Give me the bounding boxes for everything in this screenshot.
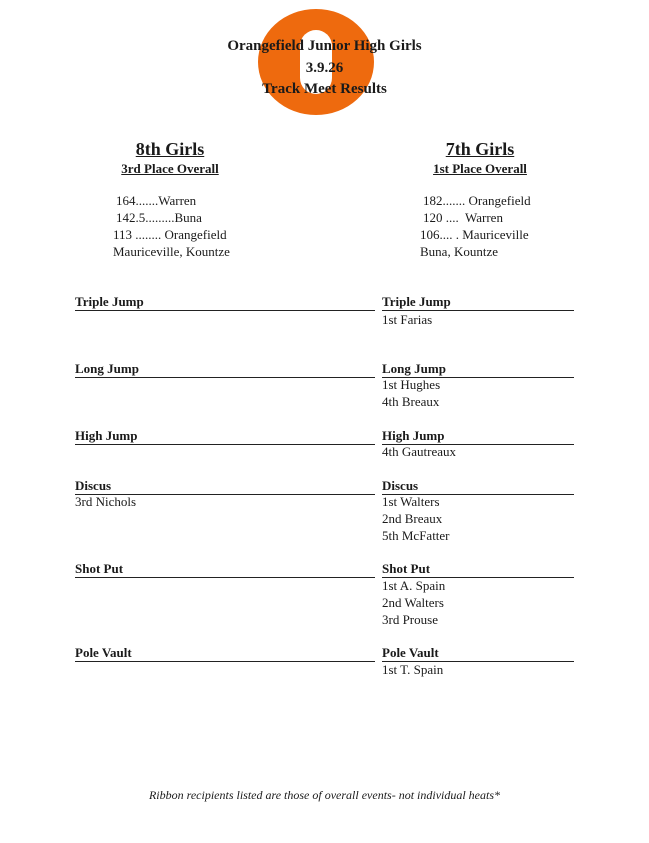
event-label-8th: Discus — [75, 478, 112, 493]
eighth-standing-3: 113 ........ Orangefield — [113, 227, 227, 242]
result-7th: 1st Walters — [382, 494, 440, 509]
event-label-8th: Long Jump — [75, 361, 139, 376]
result-7th: 2nd Breaux — [382, 511, 443, 526]
event-label-7th: Shot Put — [382, 561, 431, 576]
result-7th: 4th Breaux — [382, 394, 440, 409]
result-8th: 3rd Nichols — [75, 494, 137, 509]
seventh-standing-4: Buna, Kountze — [420, 244, 498, 259]
seventh-girls-title: 7th Girls — [445, 139, 515, 159]
seventh-girls-place: 1st Place Overall — [433, 161, 527, 176]
result-7th: 1st T. Spain — [382, 662, 444, 677]
footnote: Ribbon recipients listed are those of overall events- not individual heats* — [148, 788, 501, 802]
event-label-8th: High Jump — [75, 428, 138, 443]
eighth-standing-4: Mauriceville, Kountze — [113, 244, 230, 259]
event-label-7th: Pole Vault — [382, 645, 439, 660]
event-label-7th: High Jump — [382, 428, 445, 443]
event-label-8th: Shot Put — [75, 561, 124, 576]
page-subtitle: Track Meet Results — [262, 81, 387, 97]
event-label-8th: Pole Vault — [75, 645, 132, 660]
result-7th: 1st A. Spain — [382, 578, 446, 593]
seventh-standing-1: 182....... Orangefield — [423, 193, 531, 208]
event-label-7th: Discus — [382, 478, 419, 493]
event-label-8th: Triple Jump — [75, 294, 144, 309]
result-7th: 3rd Prouse — [382, 612, 438, 627]
result-7th: 4th Gautreaux — [382, 444, 457, 459]
meet-date: 3.9.26 — [305, 60, 344, 76]
event-label-7th: Triple Jump — [382, 294, 451, 309]
event-label-7th: Long Jump — [382, 361, 446, 376]
result-7th: 5th McFatter — [382, 528, 450, 543]
eighth-standing-2: 142.5.........Buna — [116, 210, 202, 225]
eighth-standing-1: 164.......Warren — [116, 193, 197, 208]
eighth-girls-heading — [95, 139, 245, 178]
eighth-girls-place: 3rd Place Overall — [121, 161, 219, 176]
result-7th: 1st Hughes — [382, 377, 441, 392]
page-title: Orangefield Junior High Girls — [227, 38, 422, 54]
seventh-standing-3: 106.... . Mauriceville — [420, 227, 529, 242]
seventh-girls-heading — [405, 139, 555, 178]
seventh-standing-2: 120 .... Warren — [423, 210, 503, 225]
eighth-girls-title: 8th Girls — [135, 139, 205, 159]
result-7th: 1st Farias — [382, 312, 433, 327]
result-7th: 2nd Walters — [382, 595, 444, 610]
